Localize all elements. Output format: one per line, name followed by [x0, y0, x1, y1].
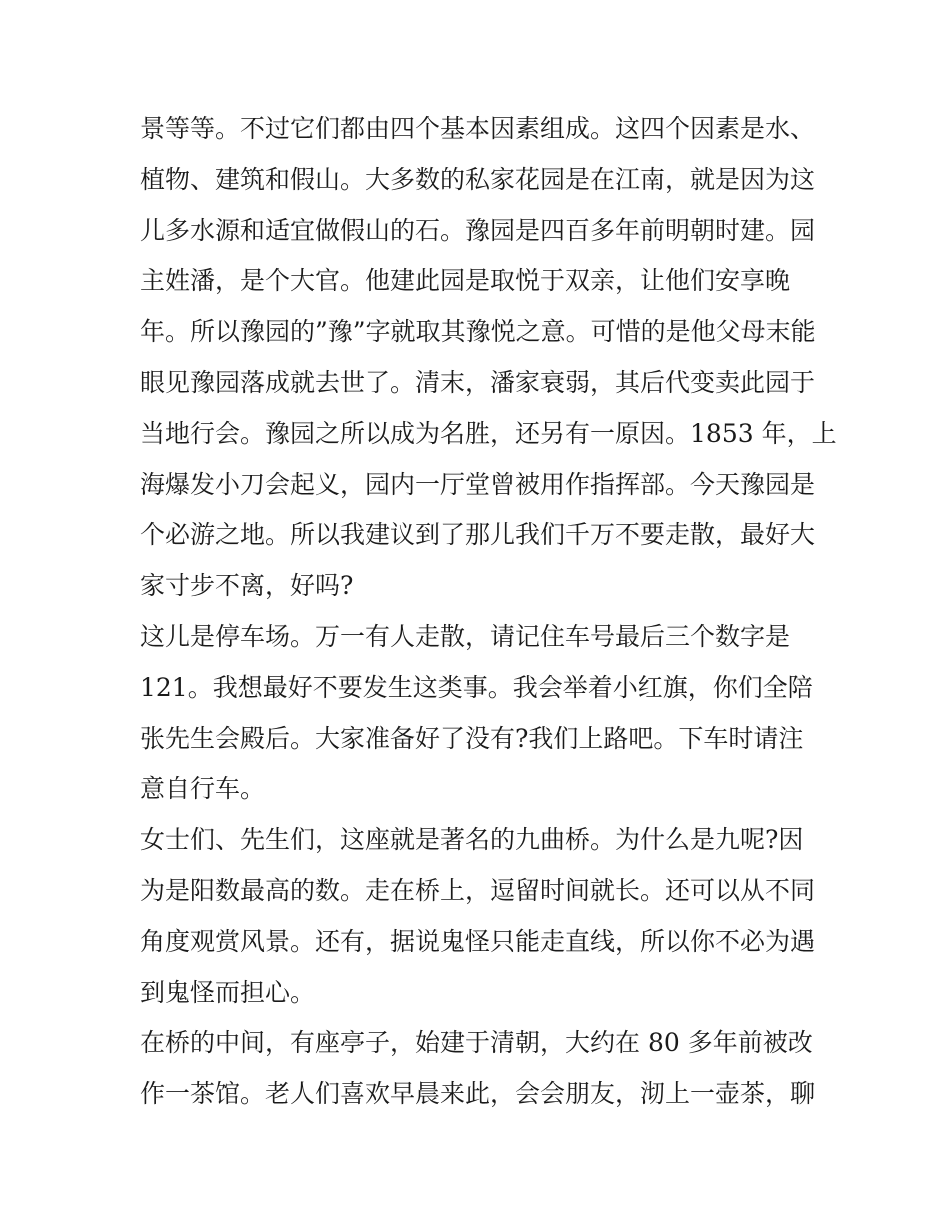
text-line: 意自行车。: [140, 774, 266, 804]
text-line: 主姓潘，是个大官。他建此园是取悦于双亲，让他们安享晚: [140, 266, 791, 296]
body-text: [140, 104, 837, 1120]
text-line: 为是阳数最高的数。走在桥上，逗留时间就长。还可以从不同: [140, 875, 816, 905]
text-line: 海爆发小刀会起义，园内一厅堂曾被用作指挥部。今天豫园是: [140, 469, 816, 499]
text-line: 眼见豫园落成就去世了。清末，潘家衰弱，其后代变卖此园于: [140, 367, 816, 397]
text-line: 年。所以豫园的”豫”字就取其豫悦之意。可惜的是他父母末能: [140, 317, 816, 347]
text-line: 当地行会。豫园之所以成为名胜，还另有一原因。1853 年，上: [140, 418, 837, 448]
text-line: 到鬼怪而担心。: [140, 977, 316, 1007]
text-line: 在桥的中间，有座亭子，始建于清朝，大约在 80 多年前被改: [140, 1028, 813, 1058]
text-line: 角度观赏风景。还有，据说鬼怪只能走直线，所以你不必为遇: [140, 926, 816, 956]
text-line: 家寸步不离，好吗?: [140, 571, 354, 601]
text-line: 这儿是停车场。万一有人走散，请记住车号最后三个数字是: [140, 621, 791, 651]
text-line: 植物、建筑和假山。大多数的私家花园是在江南，就是因为这: [140, 164, 816, 194]
text-line: 121。我想最好不要发生这类事。我会举着小红旗，你们全陪: [140, 672, 813, 702]
text-line: 个必游之地。所以我建议到了那儿我们千万不要走散，最好大: [140, 520, 816, 550]
text-line: 儿多水源和适宜做假山的石。豫园是四百多年前明朝时建。园: [140, 215, 816, 245]
text-line: 景等等。不过它们都由四个基本因素组成。这四个因素是水、: [140, 114, 816, 143]
text-line: 女士们、先生们，这座就是著名的九曲桥。为什么是九呢?因: [140, 825, 804, 855]
text-line: 张先生会殿后。大家准备好了没有?我们上路吧。下车时请注: [140, 723, 804, 753]
text-line: 作一茶馆。老人们喜欢早晨来此，会会朋友，沏上一壶茶，聊: [140, 1079, 816, 1109]
